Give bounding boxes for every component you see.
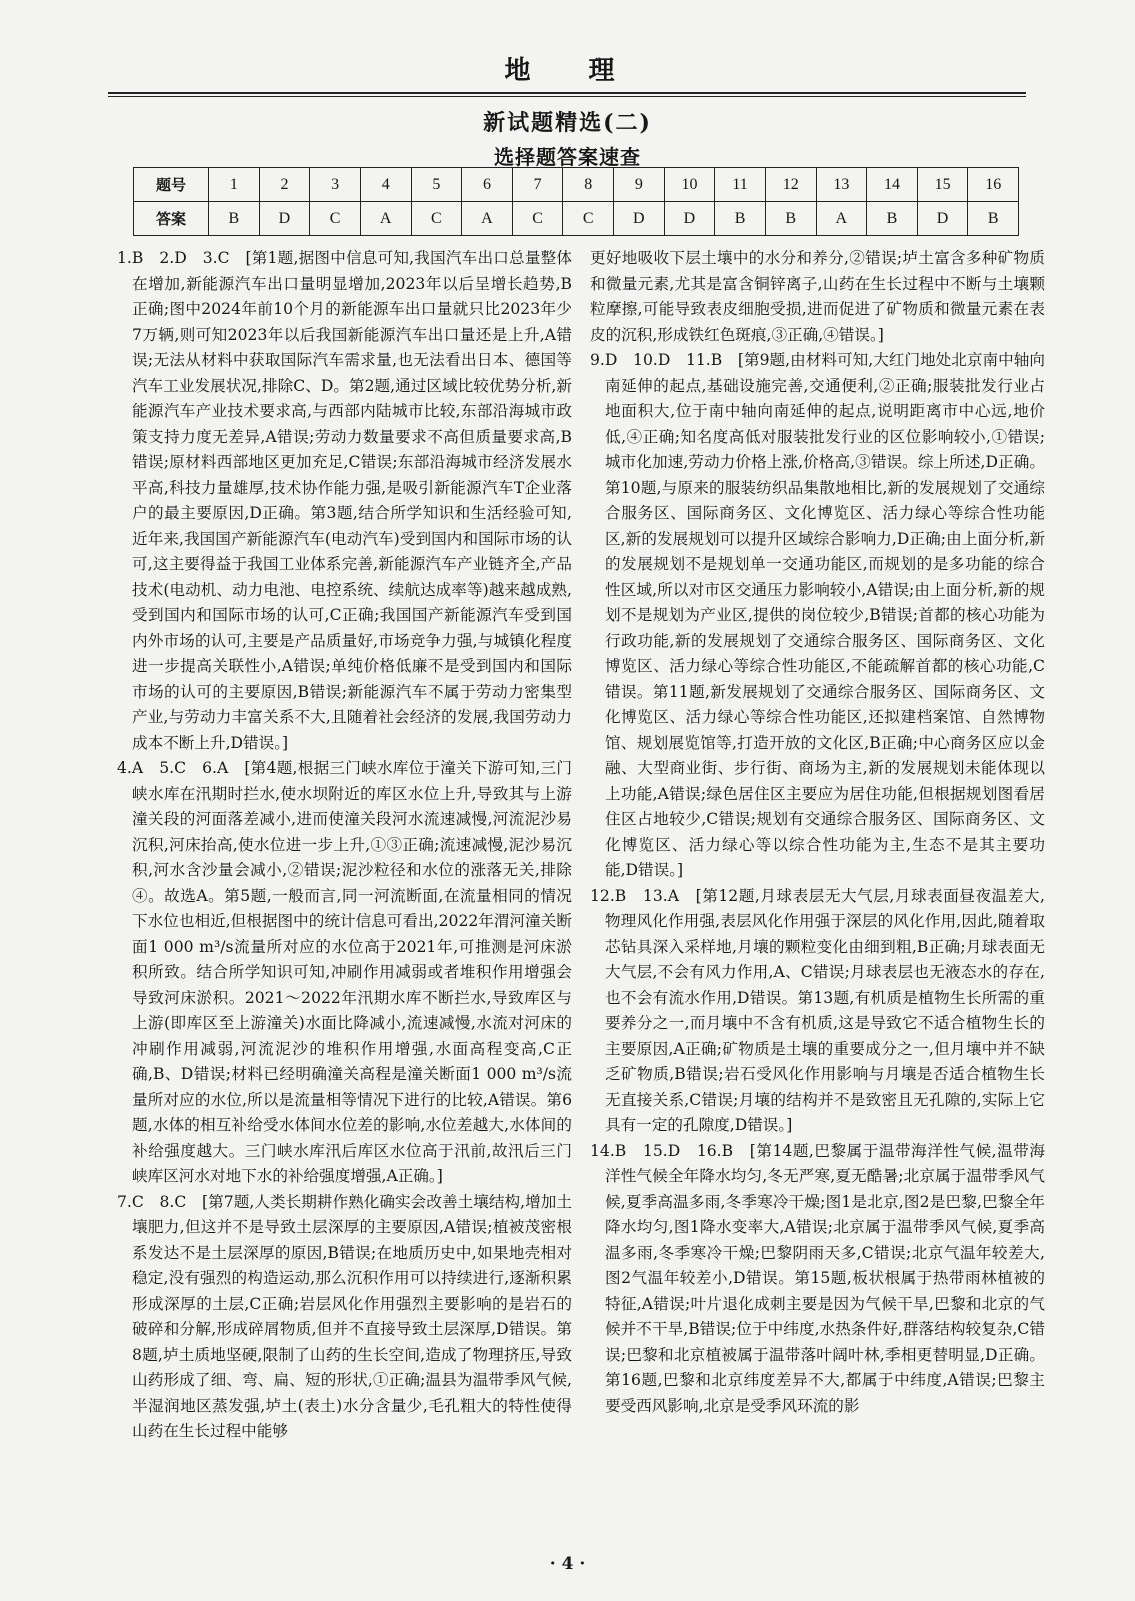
answer-cell: C	[310, 202, 361, 236]
question-number: 10	[664, 168, 715, 202]
question-number: 12	[765, 168, 816, 202]
explanation-q8-continued: 更好地吸收下层土壤中的水分和养分,②错误;垆土富含多种矿物质和微量元素,尤其是富含铜锌离子,山药在生长过程中不断与土壤颗粒摩擦,可能导致表皮细胞受损,进而促进了矿物质和微量元素在表皮的沉积,形成铁红色斑痕,③正确,④错误。]	[590, 249, 1045, 344]
answer-cell: D	[664, 202, 715, 236]
answer-cell: D	[614, 202, 665, 236]
answer-cell: A	[816, 202, 867, 236]
header-rule-thin	[108, 96, 1026, 97]
explanation-q9-11: 9.D 10.D 11.B [第9题,由材料可知,大红门地处北京南中轴向南延伸的起点,基础设施完善,交通便利,②正确;服装批发行业占地面积大,位于南中轴向南延伸的起点,说明距离市中心远,地价低,④正确;知名度高低对服装批发行业的区位影响较小,①错误;城市化加速,劳动力价格上涨,价格高,③错误。综上所述,D正确。第10题,与原来的服装纺织品集散地相比,新的发展规划了交通综合服务区、国际商务区、文化博览区、活力绿心等综合性功能区,新的发展规划可以提升区域综合影响力,D正确;由上面分析,新的发展规划不是规划单一交通功能区,而规划的是多功能的综合性区域,所以对市区交通压力影响较小,A错误;由上面分析,新的规划不是规划为产业区,提供的岗位较少,B错误;首都的核心功能为行政功能,新的发展规划了交通综合服务区、国际商务区、文化博览区、活力绿心等综合性功能区,不能疏解首都的核心功能,C错误。第11题,新发展规划了交通综合服务区、国际商务区、文化博览区、活力绿心等综合性功能区,还拟建档案馆、自然博物馆、规划展览馆等,打造开放的文化区,B正确;中心商务区应以金融、大型商业街、步行街、商场为主,新的发展规划未能体现以上功能,A错误;绿色居住区主要应为居住功能,但根据规划图看居住区占地较少,C错误;规划有交通综合服务区、国际商务区、文化博览区、活力绿心等以综合性功能为主,生态不是其主要功能,D错误。]	[590, 351, 1045, 879]
explanation-q4-6: 4.A 5.C 6.A [第4题,根据三门峡水库位于潼关下游可知,三门峡水库在汛期时拦水,使水坝附近的库区水位上升,导致其与上游潼关段的河面落差减小,进而使潼关段河水流速减慢,河流泥沙易沉积,河床抬高,使水位进一步上升,①③正确;流速减慢,泥沙易沉积,河水含沙量会减小,②错误;泥沙粒径和水位的涨落无关,排除④。故选A。第5题,一般而言,同一河流断面,在流量相同的情况下水位也相近,但根据图中的统计信息可看出,2022年渭河潼关断面1 000 m³/s流量所对应的水位高于2021年,可推测是河床淤积所致。结合所学知识可知,冲刷作用减弱或者堆积作用增强会导致河床淤积。2021～2022年汛期水库不断拦水,导致库区与上游(即库区至上游潼关)水面比降减小,流速减慢,水流对河床的冲刷作用减弱,河流泥沙的堆积作用增强,水面高程变高,C正确,B、D错误;材料已经明确潼关高程是潼关断面1 000 m³/s流量所对应的水位,所以是流量相等情况下进行的比较,A错误。第6题,水体的相互补给受水体间水位差的影响,水位差越大,水体间的补给强度越大。三门峡水库汛后库区水位高于汛前,故汛后三门峡库区河水对地下水的补给强度增强,A正确。]	[117, 759, 572, 1185]
answer-cell: B	[867, 202, 918, 236]
answer-table	[133, 167, 1019, 236]
page-number: · 4 ·	[549, 1554, 586, 1574]
question-number: 7	[512, 168, 563, 202]
question-number: 13	[816, 168, 867, 202]
question-number: 6	[462, 168, 513, 202]
answer-cell: B	[968, 202, 1019, 236]
explanation-q12-13: 12.B 13.A [第12题,月球表层无大气层,月球表面昼夜温差大,物理风化作用强,表层风化作用强于深层的风化作用,因此,随着取芯钻具深入采样地,月壤的颗粒变化由细到粗,B正确;月球表面无大气层,不会有风力作用,A、C错误;月球表层也无液态水的存在,也不会有流水作用,D错误。第13题,有机质是植物生长所需的重要养分之一,而月壤中不含有机质,这是导致它不适合植物生长的主要原因,A正确;矿物质是土壤的重要成分之一,但月壤中并不缺乏矿物质,B错误;岩石受风化作用影响与月壤是否适合植物生长无直接关系,C错误;月壤的结构并不是致密且无孔隙的,实际上它具有一定的孔隙度,D错误。]	[590, 886, 1045, 1134]
answer-cell: A	[462, 202, 513, 236]
answer-cell: C	[411, 202, 462, 236]
explanation-column-left	[117, 246, 572, 1445]
question-number: 8	[563, 168, 614, 202]
question-number: 14	[867, 168, 918, 202]
section-title: 新试题精选(二)	[483, 110, 652, 136]
answer-cell: C	[563, 202, 614, 236]
row-label-answer: 答案	[134, 202, 209, 236]
row-label-number: 题号	[134, 168, 209, 202]
question-number: 4	[360, 168, 411, 202]
question-number: 5	[411, 168, 462, 202]
answer-cell: A	[360, 202, 411, 236]
question-number: 2	[259, 168, 310, 202]
answer-cell: D	[259, 202, 310, 236]
header-rule	[108, 92, 1026, 94]
answer-cell: D	[917, 202, 968, 236]
explanation-q1-3: 1.B 2.D 3.C [第1题,据图中信息可知,我国汽车出口总量整体在增加,新能源汽车出口量明显增加,2023年以后呈增长趋势,B正确;图中2024年前10个月的新能源车出口量就只比2023年少7万辆,则可知2023年以后我国新能源汽车出口量还是上升,A错误;无法从材料中获取国际汽车需求量,也无法看出日本、德国等汽车工业发展状况,排除C、D。第2题,通过区域比较优势分析,新能源汽车产业技术要求高,与西部内陆城市比较,东部沿海城市政策支持力度无差异,A错误;劳动力数量要求不高但质量要求高,B错误;原材料西部地区更加充足,C错误;东部沿海城市经济发展水平高,科技力量雄厚,技术协作能力强,是吸引新能源汽车T企业落户的最主要原因,D正确。第3题,结合所学知识和生活经验可知,近年来,我国国产新能源汽车(电动汽车)受到国内和国际市场的认可,这主要得益于我国工业体系完善,新能源汽车产业链齐全,产品技术(电动机、动力电池、电控系统、续航达成率等)越来越成熟,受到国内和国际市场的认可,C正确;我国国产新能源汽车受到国内外市场的认可,主要是产品质量好,市场竞争力强,与城镇化程度进一步提高关联性小,A错误;单纯价格低廉不是受到国内和国际市场的认可的主要原因,B错误;新能源汽车不属于劳动力密集型产业,与劳动力丰富关系不大,且随着社会经济的发展,我国劳动力成本不断上升,D错误。]	[117, 249, 572, 752]
question-number: 1	[209, 168, 260, 202]
question-number: 15	[917, 168, 968, 202]
explanation-column-right	[590, 246, 1045, 1419]
section-subtitle: 选择题答案速查	[494, 145, 641, 169]
question-number: 11	[715, 168, 766, 202]
explanation-q7-8: 7.C 8.C [第7题,人类长期耕作熟化确实会改善土壤结构,增加土壤肥力,但这并不是导致土层深厚的主要原因,A错误;植被茂密根系发达不是土层深厚的原因,B错误;在地质历史中,如果地壳相对稳定,没有强烈的构造运动,那么沉积作用可以持续进行,逐渐积累形成深厚的土层,C正确;岩层风化作用强烈主要影响的是岩石的破碎和分解,形成碎屑物质,但并不直接导致土层深厚,D错误。第8题,垆土质地坚硬,限制了山药的生长空间,造成了物理挤压,导致山药形成了细、弯、扁、短的形状,①正确;温县为温带季风气候,半湿润地区蒸发强,垆土(表土)水分含量少,毛孔粗大的特性使得山药在生长过程中能够	[117, 1192, 572, 1440]
question-number: 9	[614, 168, 665, 202]
answer-table-answer-row	[134, 202, 1019, 236]
question-number: 3	[310, 168, 361, 202]
answer-cell: B	[765, 202, 816, 236]
answer-cell: B	[715, 202, 766, 236]
answer-table-number-row	[134, 168, 1019, 202]
question-number: 16	[968, 168, 1019, 202]
subject-header: 地 理	[504, 56, 631, 86]
answer-cell: C	[512, 202, 563, 236]
explanation-q14-16: 14.B 15.D 16.B [第14题,巴黎属于温带海洋性气候,温带海洋性气候全年降水均匀,冬无严寒,夏无酷暑;北京属于温带季风气候,夏季高温多雨,冬季寒冷干燥;图1是北京,图2是巴黎,巴黎全年降水均匀,图1降水变率大,A错误;北京属于温带季风气候,夏季高温多雨,冬季寒冷干燥;巴黎阴雨天多,C错误;北京气温年较差大,图2气温年较差小,D错误。第15题,板状根属于热带雨林植被的特征,A错误;叶片退化成刺主要是因为气候干旱,巴黎和北京的气候并不干旱,B错误;位于中纬度,水热条件好,群落结构较复杂,C错误;巴黎和北京植被属于温带落叶阔叶林,季相更替明显,D正确。第16题,巴黎和北京纬度差异不大,都属于中纬度,A错误;巴黎主要受西风影响,北京是受季风环流的影	[590, 1141, 1045, 1415]
answer-cell: B	[209, 202, 260, 236]
